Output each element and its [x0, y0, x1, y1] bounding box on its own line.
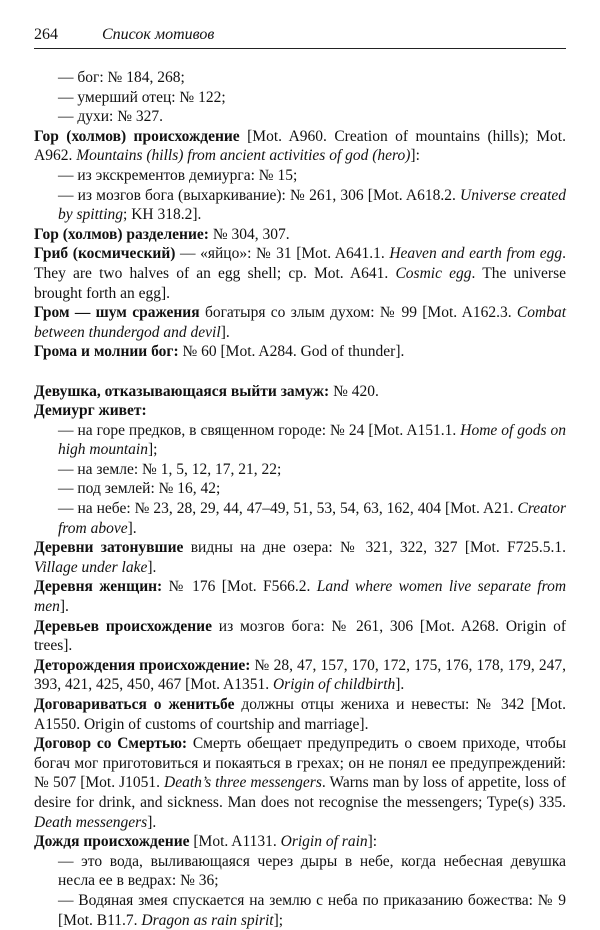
index-entry: Дождя происхождение [Mot. A1131. Origin of rain]:	[34, 833, 378, 851]
section-gap	[34, 362, 566, 382]
index-entry: Гром — шум сражения богатыря со злым духом: № 99 [Mot. A162.3. Combat between thundergod and devil].	[34, 304, 566, 341]
index-entry: Гриб (космический) — «яйцо»: № 31 [Mot. A641.1. Heaven and earth from egg. They are two halves of an egg shell; cp. Mot. A641. Cosmic egg. The universe brought forth an egg].	[34, 245, 567, 302]
index-body	[34, 68, 566, 930]
index-entry: Деторождения происхождение: № 28, 47, 157, 170, 172, 175, 176, 178, 179, 247, 393, 421, 425, 450, 467 [Mot. A1351. Origin of childbirth].	[34, 656, 566, 694]
index-entry: Грома и молнии бог: № 60 [Mot. A284. God of thunder].	[34, 343, 405, 361]
index-subentry: — это вода, выливающаяся через дыры в небе, когда небесная девушка несла ее в ведрах: № 36;	[58, 852, 566, 890]
index-entry: Девушка, отказывающаяся выйти замуж: № 420.	[34, 382, 379, 400]
index-subentry: — из мозгов бога (выхаркивание): № 261, 306 [Mot. A618.2. Universe created by spitting; KH 318.2].	[58, 186, 566, 224]
index-entry: Деревьев происхождение из мозгов бога: № 261, 306 [Mot. A268. Origin of trees].	[34, 617, 567, 655]
index-entry: Договор со Смертью: Смерть обещает предупредить о своем приходе, чтобы богач мог приготовиться и покаяться в грехах; он не понял ее предупреждений: № 507 [Mot. J1051. Death’s three messengers. Warns man by loss of appetite, loss of desire for drink, and sickness. Man does not recognise the messengers; Type(s) 335. Death messengers].	[34, 735, 567, 831]
index-subentry: — духи: № 327.	[58, 108, 164, 126]
index-entry: Демиург живет:	[34, 402, 147, 420]
index-entry: Деревня женщин: № 176 [Mot. F566.2. Land where women live separate from men].	[34, 578, 567, 616]
index-subentry: — на горе предков, в священном городе: № 24 [Mot. A151.1. Home of gods on high mountain];	[58, 421, 567, 459]
index-subentry: — на земле: № 1, 5, 12, 17, 21, 22;	[58, 460, 282, 478]
index-subentry: — из экскрементов демиурга: № 15;	[58, 166, 298, 184]
index-subentry: — бог: № 184, 268;	[58, 69, 185, 86]
index-entry: Договариваться о женитьбе должны отцы жениха и невесты: № 342 [Mot. A1550. Origin of customs of courtship and marriage].	[34, 696, 566, 733]
index-entry: Гор (холмов) происхождение [Mot. A960. Creation of mountains (hills); Mot. A962. Mountains (hills) from ancient activities of god (hero)]:	[34, 127, 566, 165]
index-subentry: — под землей: № 16, 42;	[58, 480, 221, 498]
index-subentry: — Водяная змея спускается на землю с неба по приказанию божества: № 9 [Mot. B11.7. Dragon as rain spirit];	[58, 891, 566, 929]
page-header	[34, 16, 566, 49]
index-subentry: — на небе: № 23, 28, 29, 44, 47–49, 51, 53, 54, 63, 162, 404 [Mot. A21. Creator from above].	[58, 500, 566, 537]
index-subentry: — умерший отец: № 122;	[58, 88, 226, 106]
index-entry: Гор (холмов) разделение: № 304, 307.	[34, 225, 290, 243]
page-number: 264	[34, 26, 58, 43]
index-entry: Деревни затонувшие видны на дне озера: № 321, 322, 327 [Mot. F725.5.1. Village under lake].	[34, 539, 566, 576]
running-title: Список мотивов	[102, 26, 215, 43]
